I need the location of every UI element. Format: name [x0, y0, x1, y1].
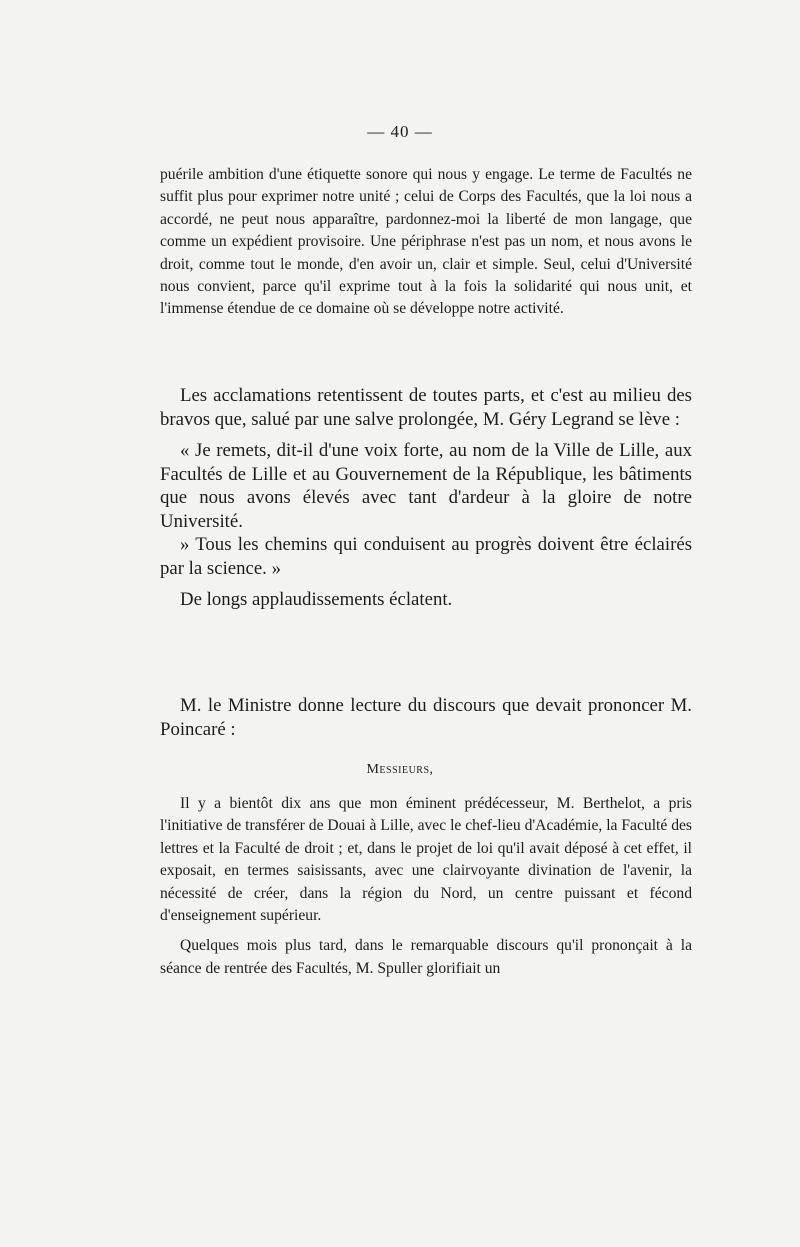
paragraph-text: puérile ambition d'une étiquette sonore qui nous y engage. Le terme de Facultés ne suffit plus pour exprimer notre unité ; celui de Corps des Facultés, que la loi nous a accordé, ne peut nous apparaître, pardonnez-moi la liberté de mon langage, que comme un expédient provisoire. Une périphrase n'est pas un nom, et nous avons le droit, comme tout le monde, d'en avoir un, clair et simple. Seul, celui d'Université nous convient, parce qu'il exprime tout à la fois la solidarité qui nous unit, et l'immense étendue de ce domaine où se développe notre activité.: [160, 166, 692, 318]
paragraph-spuller: Quelques mois plus tard, dans le remarquable discours qu'il prononçait à la séance de rentrée des Facultés, M. Spuller glorifiait un: [160, 937, 692, 977]
paragraph-text: M. le Ministre donne lecture du discours que devait prononcer M. Poincaré :: [160, 695, 692, 740]
paragraph-berthelot: Il y a bientôt dix ans que mon éminent prédécesseur, M. Berthelot, a pris l'initiative de transférer de Douai à Lille, avec le chef-lieu d'Académie, la Faculté des lettres et la Faculté de droit ; et, dans le projet de loi qu'il avait déposé à cet effet, il exposait, en termes saisissants, avec une clairvoyante divination de l'avenir, la nécessité de créer, dans la région du Nord, un centre puissant et fécond d'enseignement supérieur.: [160, 795, 692, 925]
paragraph-legrand-quote-end: » Tous les chemins qui conduisent au progrès doivent être éclairés par la science. »: [160, 534, 692, 579]
acclamations-section: [160, 384, 692, 612]
paragraph-acclamations: Les acclamations retentissent de toutes parts, et c'est au milieu des bravos que, salué par une salve prolongée, M. Géry Legrand se lève :: [160, 385, 692, 430]
speech-body: [160, 793, 692, 980]
paragraph-applause: De longs applaudissements éclatent.: [180, 589, 453, 610]
paragraph-legrand-speech: « Je remets, dit-il d'une voix forte, au nom de la Ville de Lille, aux Facultés de Lille et au Gouvernement de la République, les bâtiments que nous avons élevés avec tant d'ardeur à la gloire de notre Université.: [160, 440, 692, 532]
speech-heading: Messieurs,: [366, 762, 434, 777]
paragraph-university-name: [160, 164, 692, 321]
paragraph-minister: [160, 694, 692, 741]
page-number: — 40 —: [367, 122, 433, 141]
